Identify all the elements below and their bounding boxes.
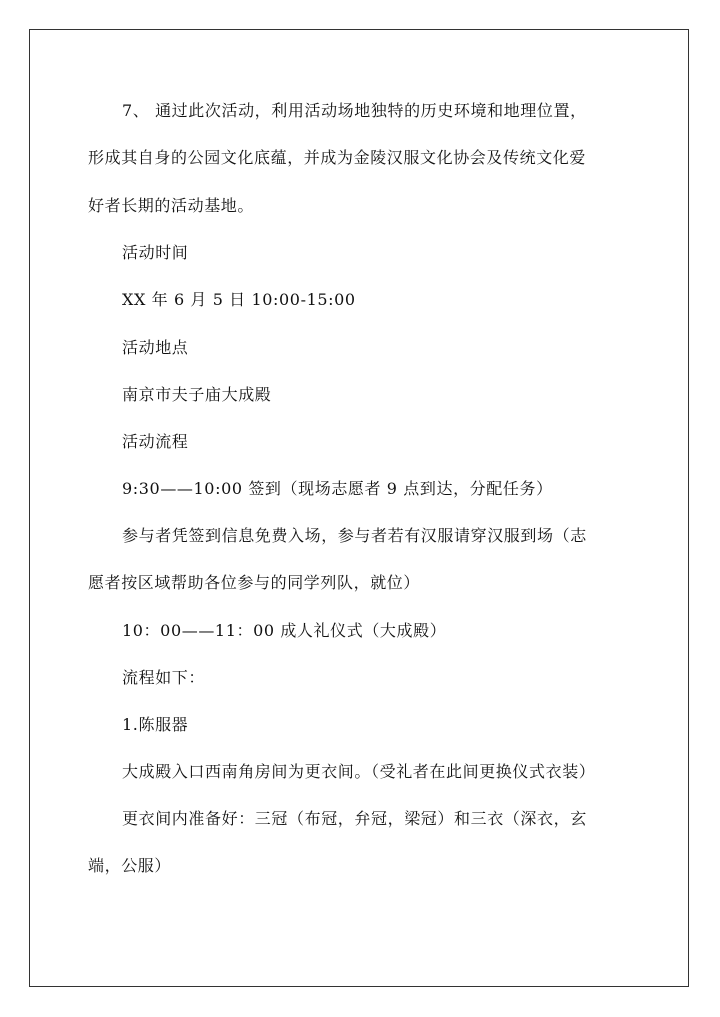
heading-activity-location: 活动地点 [122, 338, 189, 357]
text-dressing-items-cont: 端，公服） [88, 856, 172, 875]
text-line-goal-7: 7、 通过此次活动，利用活动场地独特的历史环境和地理位置， [122, 101, 587, 120]
page-border [29, 29, 689, 987]
text-dressing-items: 更衣间内准备好：三冠（布冠，弁冠，梁冠）和三衣（深衣，玄 [122, 809, 587, 828]
text-line-goal-7-cont-2: 好者长期的活动基地。 [88, 196, 255, 215]
text-process-entry-cont: 愿者按区域帮助各位参与的同学列队，就位） [88, 573, 421, 592]
heading-activity-time: 活动时间 [122, 243, 189, 262]
heading-activity-process: 活动流程 [122, 432, 189, 451]
text-line-goal-7-cont-1: 形成其自身的公园文化底蕴，并成为金陵汉服文化协会及传统文化爱 [88, 148, 587, 167]
text-activity-time-value: XX 年 6 月 5 日 10:00-15:00 [122, 290, 356, 309]
text-dressing-room: 大成殿入口西南角房间为更衣间。（受礼者在此间更换仪式衣装） [122, 762, 596, 781]
text-process-signin: 9:30——10:00 签到（现场志愿者 9 点到达，分配任务） [122, 479, 553, 498]
text-activity-location-value: 南京市夫子庙大成殿 [122, 385, 272, 404]
text-process-entry: 参与者凭签到信息免费入场，参与者若有汉服请穿汉服到场（志 [122, 526, 587, 545]
text-process-intro: 流程如下： [122, 668, 206, 687]
text-process-ceremony: 10：00——11：00 成人礼仪式（大成殿） [122, 621, 447, 640]
text-step-1: 1.陈服器 [122, 715, 189, 734]
